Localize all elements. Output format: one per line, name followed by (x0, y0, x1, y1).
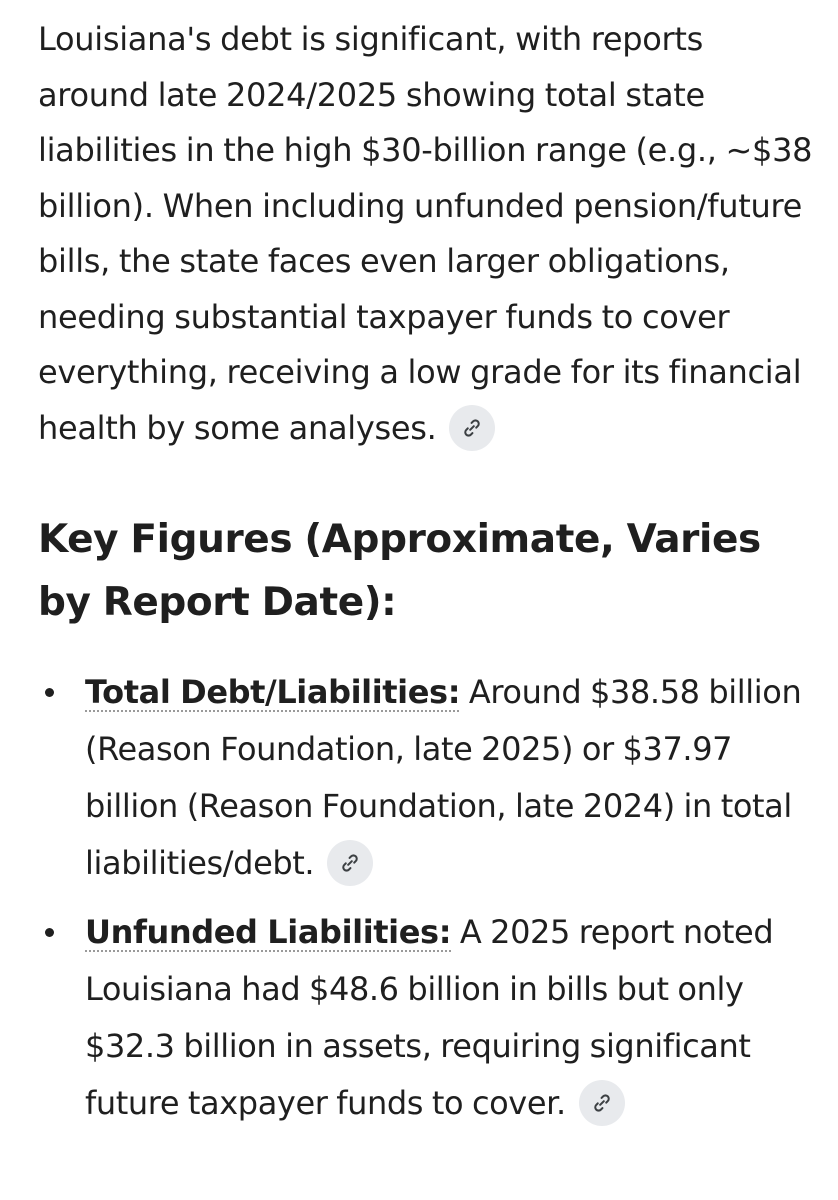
term-link-total-debt[interactable]: Total Debt/Liabilities: (85, 673, 461, 711)
bullet-point (45, 688, 54, 697)
intro-text: Louisiana's debt is significant, with reports around late 2024/2025 showing total state liabilities in the high $30-billion range (e.g., ~$38 billion). When including unfunded pension/future bills, the state faces even larger obligations, needing substantial taxpayer funds to cover everything, receiving a low grade for its financial health by some analyses. (38, 20, 813, 447)
intro-paragraph (38, 0, 818, 456)
citation-link-button[interactable] (327, 840, 373, 886)
term-link-unfunded-liabilities[interactable]: Unfunded Liabilities: (85, 913, 452, 951)
response-content (38, 0, 818, 1144)
link-icon (339, 852, 361, 874)
citation-link-button[interactable] (449, 405, 495, 451)
list-item-total-debt (38, 664, 818, 892)
key-figures-list (38, 634, 818, 1132)
bullet-point (45, 928, 54, 937)
key-figures-heading: Key Figures (Approximate, Varies by Report Date): (38, 517, 761, 625)
list-item-text: A 2025 report noted Louisiana had $48.6 billion in bills but only $32.3 billion in assets, requiring significant future taxpayer funds to cover. (85, 913, 774, 1122)
link-icon (461, 417, 483, 439)
list-item-unfunded-liabilities (38, 904, 818, 1132)
link-icon (591, 1092, 613, 1114)
citation-link-button[interactable] (579, 1080, 625, 1126)
list-item-text: Around $38.58 billion (Reason Foundation, late 2025) or $37.97 billion (Reason Foundation, late 2024) in total liabilities/debt. (85, 673, 802, 882)
